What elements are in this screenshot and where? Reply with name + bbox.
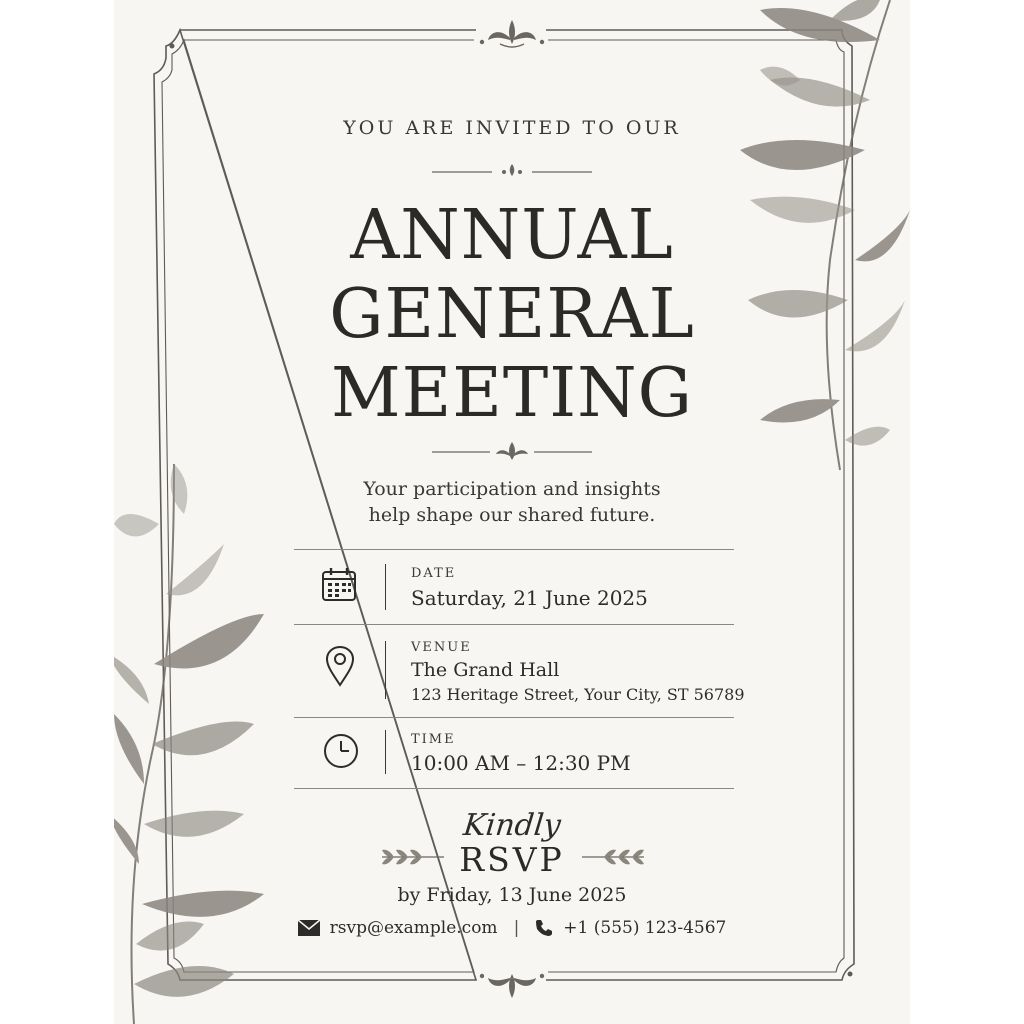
detail-separator [385,564,386,610]
rsvp-deadline: by Friday, 13 June 2025 [397,884,627,906]
detail-separator [385,730,386,774]
detail-label: DATE [411,566,457,581]
event-title-line: GENERAL [329,275,695,354]
subtitle-line: help shape our shared future. [368,504,656,526]
flourish-ornament-icon [432,440,592,464]
detail-date [294,550,734,624]
event-title-line: ANNUAL [350,196,674,275]
invitation-subtitle [114,476,910,528]
subtitle-line: Your participation and insights [363,478,661,500]
flourish-ornament-icon [432,162,592,182]
calendar-icon [320,566,358,604]
detail-value: 10:00 AM – 12:30 PM [411,751,631,775]
detail-value: The Grand Hall [411,659,560,681]
divider-rule [294,788,734,789]
detail-time [294,718,734,788]
detail-label: VENUE [411,640,472,655]
event-title-line: MEETING [331,354,693,433]
detail-separator [385,641,386,699]
rsvp-kindly-script: Kindly [461,808,563,843]
rsvp-contact [114,918,910,938]
rsvp-phone-link[interactable]: +1 (555) 123-4567 [563,918,727,938]
detail-venue [294,625,745,717]
contact-separator: | [513,918,520,938]
phone-icon [535,919,553,937]
mail-icon [298,920,320,936]
rsvp-email-link[interactable]: rsvp@example.com [329,918,498,938]
event-title [114,196,910,433]
invitation-card [114,0,910,1024]
detail-value: Saturday, 21 June 2025 [411,586,648,610]
detail-value-secondary: 123 Heritage Street, Your City, ST 56789 [411,685,745,704]
invitation-kicker: YOU ARE INVITED TO OUR [343,117,681,139]
location-pin-icon [324,645,356,687]
flourish-ornament-icon [480,974,544,998]
rsvp-heading: RSVP [459,840,565,879]
detail-label: TIME [411,732,456,747]
clock-icon [322,732,360,770]
flourish-ornament-icon [480,20,544,47]
